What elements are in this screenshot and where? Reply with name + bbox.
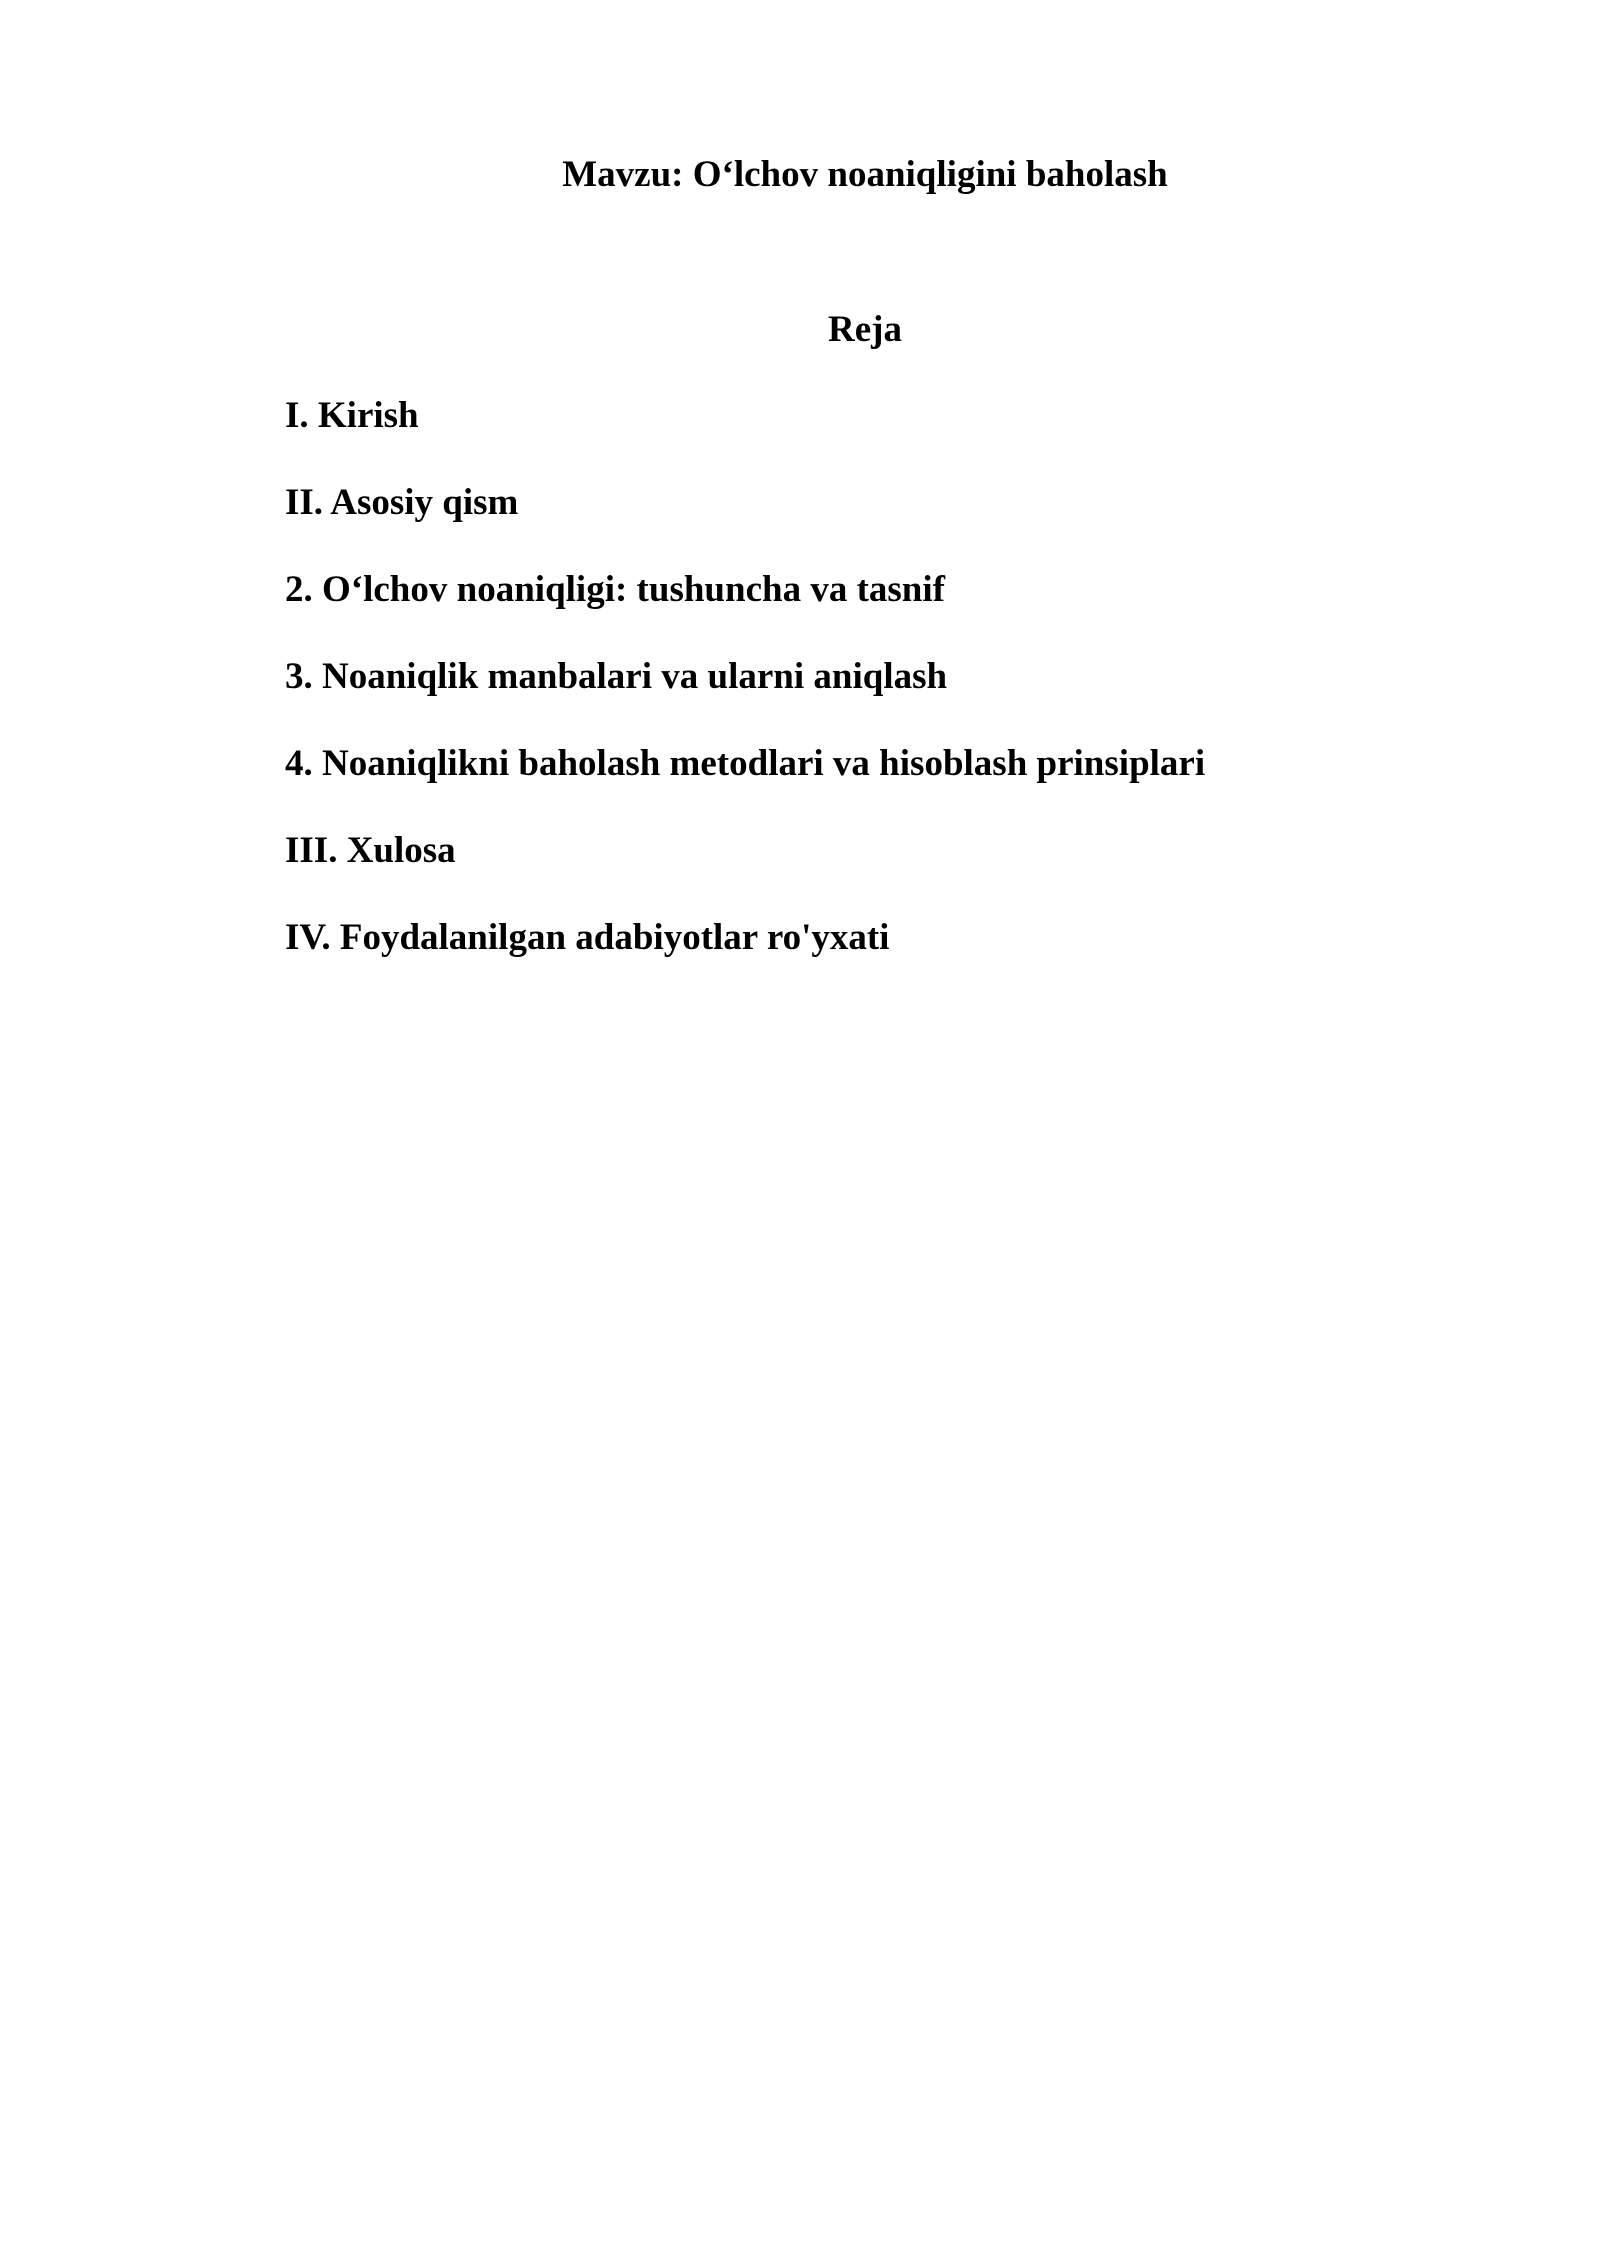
plan-heading: Reja [828, 309, 902, 350]
plan-item-methods: 4. Noaniqlikni baholash metodlari va hisoblash prinsiplari [285, 743, 1206, 784]
page-title: Mavzu: O‘lchov noaniqligini baholash [562, 154, 1168, 195]
plan-item-conclusion: III. Xulosa [285, 830, 456, 871]
plan-item-introduction: I. Kirish [285, 395, 419, 436]
plan-item-sources: 3. Noaniqlik manbalari va ularni aniqlash [285, 656, 948, 697]
plan-list [285, 391, 1205, 1000]
plan-item-main-part: II. Asosiy qism [285, 482, 519, 523]
plan-item-concept-classification: 2. O‘lchov noaniqligi: tushuncha va tasnif [285, 569, 945, 610]
plan-item-references: IV. Foydalanilgan adabiyotlar ro'yxati [285, 917, 890, 958]
